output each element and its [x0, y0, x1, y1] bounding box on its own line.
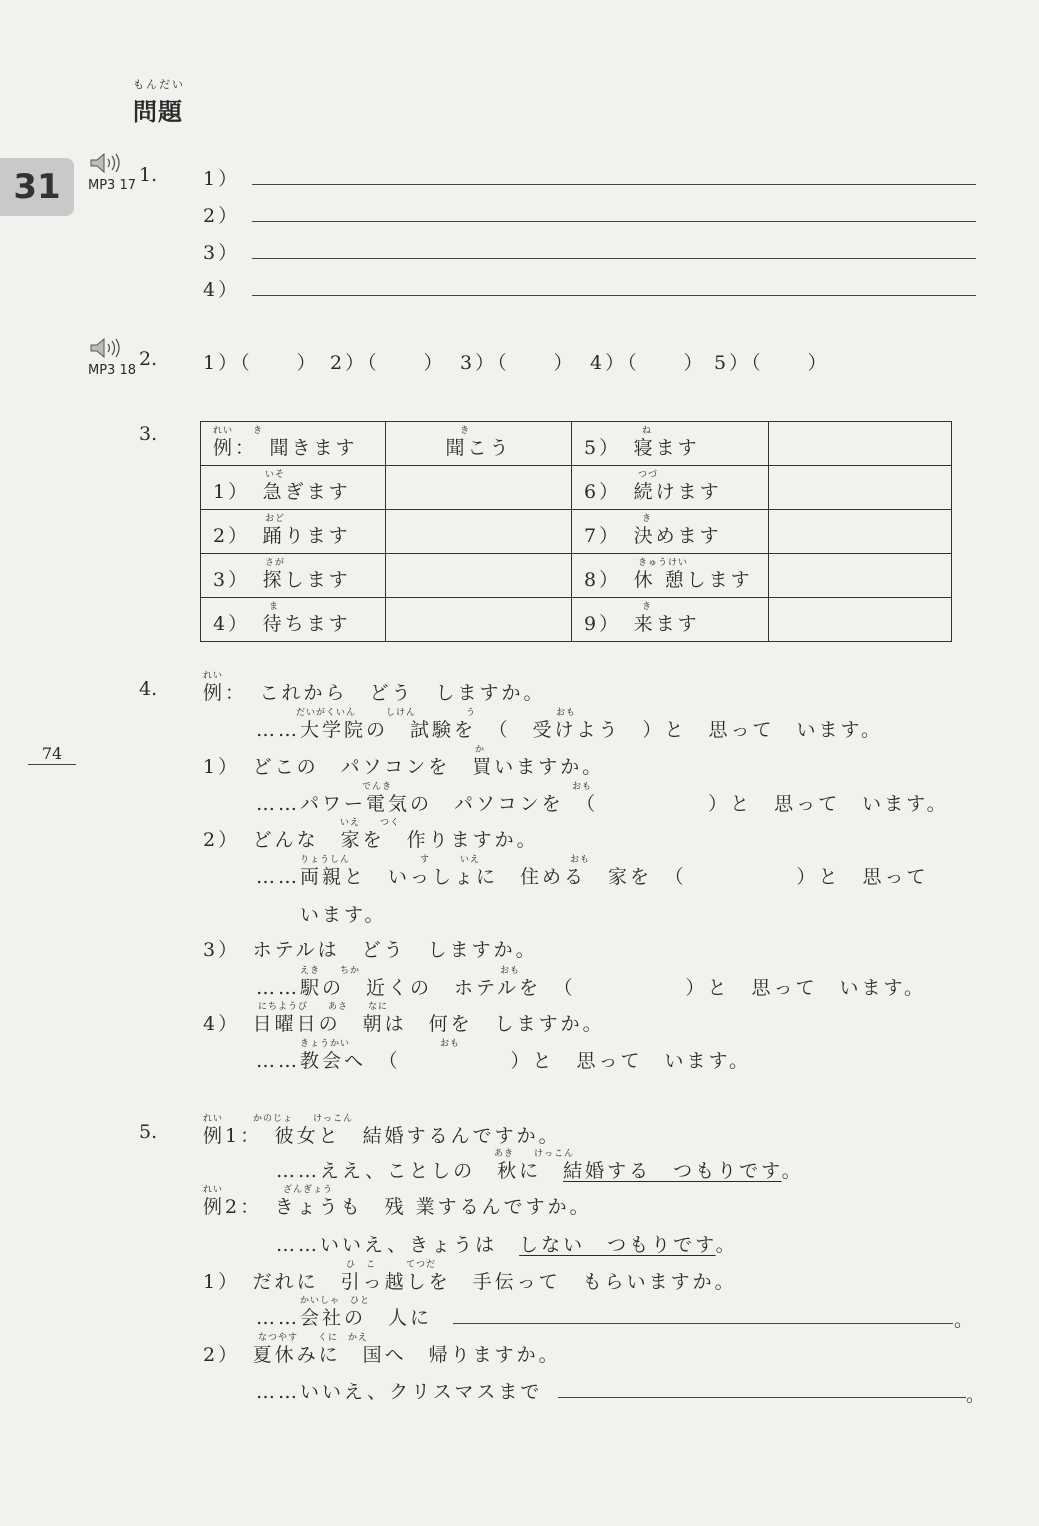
speaker-icon [88, 337, 128, 359]
answer-cell[interactable] [769, 598, 952, 642]
ruby: れい ざんぎょう [203, 1185, 334, 1195]
table-row [201, 598, 952, 642]
q5-item-1-question: 1） だれに 引っ越しを 手伝って もらいますか。 [203, 1271, 737, 1293]
q5-example-2-answer: ……いいえ、きょうは しない つもりです。 [276, 1234, 738, 1256]
table-cell: さが 3） 探します [201, 554, 386, 598]
q1-item-2: 2） [203, 205, 241, 227]
q5-number: 5. [139, 1121, 158, 1143]
q4-example-answer: ……大学院の 試験を （ 受けよう ）と 思って います。 [256, 719, 883, 741]
answer-cell[interactable] [769, 422, 952, 466]
answer-cell[interactable] [769, 466, 952, 510]
table-cell: き 7） 決めます [572, 510, 769, 554]
table-cell: ま 4） 待ちます [201, 598, 386, 642]
q4-example-question: 例： これから どう しますか。 [203, 682, 546, 704]
audio-label: MP3 18 [88, 363, 137, 378]
table-cell: きゅうけい 8） 休 憩します [572, 554, 769, 598]
ruby: れい かのじょ けっこん [203, 1114, 354, 1124]
answer-line[interactable] [252, 295, 976, 296]
table-cell: おど 2） 踊ります [201, 510, 386, 554]
q1-audio[interactable] [88, 152, 136, 193]
q1-item-4: 4） [203, 279, 241, 301]
q1-item-1: 1） [203, 168, 241, 190]
q2-item-3[interactable]: 3）（ ） [460, 352, 576, 374]
answer-cell[interactable] [386, 466, 572, 510]
table-row [201, 466, 952, 510]
conjugation-table [200, 421, 952, 642]
page-title: 問題 [133, 98, 183, 126]
q4-item-2-answer[interactable]: ……両親と いっしょに 住める 家を （ ）と 思って [256, 866, 929, 888]
q4-item-2-question: 2） どんな 家を 作りますか。 [203, 829, 539, 851]
q4-item-4-question: 4） 日曜日の 朝は 何を しますか。 [203, 1013, 605, 1035]
table-cell: き 聞こう [386, 422, 572, 466]
table-cell: き 9） 来ます [572, 598, 769, 642]
q2-item-1[interactable]: 1）（ ） [203, 352, 319, 374]
table-row [201, 554, 952, 598]
ruby: ひ こ てつだ [346, 1260, 437, 1270]
table-row [201, 422, 952, 466]
answer-cell[interactable] [769, 510, 952, 554]
answer-cell[interactable] [769, 554, 952, 598]
ruby: かいしゃ ひと [300, 1296, 371, 1306]
answer-line[interactable] [453, 1323, 953, 1324]
period: 。 [966, 1384, 989, 1406]
q4-number: 4. [139, 678, 158, 700]
table-cell: いそ 1） 急ぎます [201, 466, 386, 510]
page-number: 74 [28, 744, 76, 765]
q4-item-3-answer[interactable]: ……駅の 近くの ホテルを （ ）と 思って います。 [256, 977, 927, 999]
q4-item-3-question: 3） ホテルは どう しますか。 [203, 939, 538, 961]
lesson-tab: 31 [0, 158, 74, 216]
table-cell: ね 5） 寝ます [572, 422, 769, 466]
q4-item-1-answer[interactable]: ……パワー電気の パソコンを （ ）と 思って います。 [256, 793, 949, 815]
q2-item-4[interactable]: 4）（ ） [590, 352, 706, 374]
table-row [201, 510, 952, 554]
q5-example-2-question: 例2： きょうも 残 業するんですか。 [203, 1196, 592, 1218]
ruby: か [475, 745, 486, 755]
q2-number: 2. [139, 348, 158, 370]
q3-number: 3. [139, 423, 158, 445]
example-answer-underlined: しない つもりです [519, 1234, 716, 1256]
ruby: なつやす くに かえ [258, 1333, 369, 1343]
ruby: だいがくいん しけん う おも [296, 708, 577, 718]
q2-audio[interactable] [88, 337, 136, 378]
example-answer-underlined: 結婚する つもりです [563, 1160, 782, 1182]
q5-item-1-answer: ……会社の 人に [256, 1307, 433, 1329]
ruby: にちようび あさ なに [258, 1002, 389, 1012]
title-block [133, 76, 185, 127]
table-cell: れい き 例： 聞きます [201, 422, 386, 466]
ruby: でんき おも [362, 782, 593, 792]
q1-number: 1. [139, 164, 158, 186]
q5-example-1-question: 例1： 彼女と 結婚するんですか。 [203, 1125, 561, 1147]
answer-cell[interactable] [386, 510, 572, 554]
answer-line[interactable] [252, 184, 976, 185]
q4-item-4-answer[interactable]: ……教会へ （ ）と 思って います。 [256, 1050, 751, 1072]
audio-label: MP3 17 [88, 178, 137, 193]
answer-cell[interactable] [386, 554, 572, 598]
ruby: れい [203, 671, 224, 681]
answer-line[interactable] [252, 258, 976, 259]
q5-item-2-question: 2） 夏休みに 国へ 帰りますか。 [203, 1344, 561, 1366]
table-cell: つづ 6） 続けます [572, 466, 769, 510]
answer-line[interactable] [558, 1397, 966, 1398]
ruby: いえ つく [340, 818, 401, 828]
ruby: あき けっこん [494, 1149, 575, 1159]
q2-item-2[interactable]: 2）（ ） [330, 352, 446, 374]
answer-cell[interactable] [386, 598, 572, 642]
q4-item-1-question: 1） どこの パソコンを 買いますか。 [203, 756, 605, 778]
title-ruby: もんだい [133, 78, 185, 91]
ruby: りょうしん す いえ おも [300, 855, 591, 865]
answer-line[interactable] [252, 221, 976, 222]
q1-item-3: 3） [203, 242, 241, 264]
q5-example-1-answer: ……ええ、ことしの 秋に 結婚する つもりです。 [276, 1160, 804, 1182]
q2-item-5[interactable]: 5）（ ） [714, 352, 830, 374]
speaker-icon [88, 152, 128, 174]
q4-item-2-answer-cont: います。 [300, 904, 387, 926]
ruby: えき ちか おも [300, 966, 521, 976]
ruby: きょうかい おも [300, 1039, 461, 1049]
period: 。 [954, 1309, 977, 1331]
q5-item-2-answer: ……いいえ、クリスマスまで [256, 1381, 543, 1403]
